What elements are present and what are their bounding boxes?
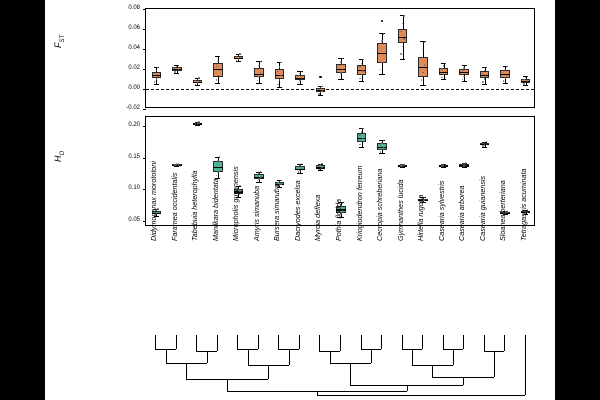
clade-node (237, 343, 238, 349)
jitter-point (178, 164, 179, 165)
y-tick (143, 221, 146, 222)
jitter-point (462, 79, 463, 80)
jitter-point (523, 79, 524, 80)
clade-node (361, 343, 362, 349)
jitter-point (403, 15, 404, 16)
whisker-cap (462, 81, 467, 82)
jitter-point (318, 93, 319, 94)
clade-node (299, 335, 300, 343)
clade-node (350, 363, 351, 385)
whisker-cap (174, 73, 179, 74)
median-line (480, 75, 489, 76)
species-label: Casearia guianensis (477, 175, 487, 241)
jitter-point (362, 138, 363, 139)
species-label: Didymopanax morototoni (149, 161, 159, 241)
jitter-point (198, 123, 199, 124)
jitter-point (340, 72, 341, 73)
jitter-point (197, 79, 198, 80)
species-label: Casearia sylvestris (436, 180, 446, 241)
jitter-point (298, 171, 299, 172)
jitter-point (486, 67, 487, 68)
jitter-point (421, 79, 422, 80)
species-label: Manilkara bidentata (210, 178, 220, 241)
jitter-point (238, 55, 239, 56)
y-tick (143, 9, 146, 10)
whisker-cap (256, 182, 261, 183)
y-tick-label: 0.00 (128, 85, 140, 91)
clade-node (504, 343, 505, 351)
jitter-point (298, 75, 299, 76)
clade-node (484, 335, 485, 343)
jitter-point (257, 175, 258, 176)
jitter-point (441, 77, 442, 78)
species-label: Pothia florida (334, 199, 343, 241)
whisker-cap (462, 167, 467, 168)
whisker-cap (400, 59, 405, 60)
clade-node (299, 343, 300, 349)
outlier-point (381, 20, 384, 23)
whisker-cap (195, 85, 200, 86)
clade-node (278, 343, 279, 349)
whisker-cap (420, 85, 425, 86)
jitter-point (280, 62, 281, 63)
clade-node (155, 335, 156, 343)
jitter-point (154, 81, 155, 82)
species-label: Hirtella rugosa (416, 194, 426, 241)
fst-axis-label: $F_{ST}$ (53, 34, 66, 48)
clade-node (463, 335, 464, 343)
species-label: Bursera simaruba (272, 184, 282, 241)
species-label: Amyris simanuba (251, 185, 261, 241)
jitter-point (219, 168, 220, 169)
clade-node (443, 343, 444, 349)
species-label: Tabebuia heterophylla (190, 170, 200, 241)
jitter-point (260, 176, 261, 177)
clade-node (217, 343, 218, 351)
whisker-cap (236, 61, 241, 62)
clade-node (381, 335, 382, 343)
jitter-point (216, 65, 217, 66)
y-tick (143, 158, 146, 159)
jitter-point (277, 71, 278, 72)
jitter-point (381, 62, 382, 63)
clade-node (227, 379, 228, 391)
y-tick (143, 126, 146, 127)
jitter-point (445, 63, 446, 64)
jitter-point (260, 61, 261, 62)
species-label: Myrcia deflexa (313, 194, 323, 241)
box (398, 29, 407, 43)
y-tick-label: -0.02 (126, 105, 140, 111)
clade-node (196, 343, 197, 351)
jitter-point (463, 67, 464, 68)
jitter-point (258, 178, 259, 179)
jitter-point (279, 66, 280, 67)
clade-node (340, 335, 341, 343)
whisker-cap (215, 83, 220, 84)
whisker-cap (277, 87, 282, 88)
jitter-point (174, 71, 175, 72)
jitter-point (318, 89, 319, 90)
species-label: Tetragastris acuminata (518, 168, 528, 241)
box (275, 69, 284, 79)
jitter-point (380, 69, 381, 70)
clade-node (176, 343, 177, 349)
y-tick (143, 29, 146, 30)
jitter-point (157, 67, 158, 68)
y-tick-label: 0.05 (128, 216, 140, 223)
clade-node (463, 377, 464, 385)
clade-node (268, 365, 269, 379)
figure-plate (45, 0, 555, 400)
clade-node (196, 335, 197, 343)
clade-node (525, 335, 526, 343)
y-tick (143, 69, 146, 70)
outlier-point (319, 76, 322, 79)
jitter-point (505, 69, 506, 70)
jitter-point (299, 80, 300, 81)
clade-node (319, 335, 320, 343)
jitter-point (381, 142, 382, 143)
whisker-cap (379, 153, 384, 154)
jitter-point (257, 68, 258, 69)
clade-node (453, 349, 454, 365)
clade-node (484, 343, 485, 351)
jitter-point (380, 151, 381, 152)
clade-node (278, 335, 279, 343)
jitter-point (257, 80, 258, 81)
clade-node (422, 335, 423, 343)
jitter-point (197, 82, 198, 83)
median-line (336, 69, 345, 70)
jitter-point (321, 90, 322, 91)
jitter-point (258, 65, 259, 66)
whisker-cap (297, 84, 302, 85)
jitter-point (298, 166, 299, 167)
y-tick-label: 0.15 (128, 153, 140, 160)
jitter-point (299, 170, 300, 171)
whisker-cap (154, 84, 159, 85)
y-tick-label: 0.02 (128, 65, 140, 71)
jitter-point (441, 68, 442, 69)
clade-node (166, 349, 167, 363)
species-label: Kriogiodendron ferreum (354, 165, 364, 241)
whisker-cap (441, 79, 446, 80)
whisker-cap (297, 173, 302, 174)
jitter-point (178, 65, 179, 66)
jitter-point (279, 79, 280, 80)
species-label: Gymnanthes lucida (395, 179, 405, 241)
jitter-point (238, 58, 239, 59)
whisker-cap (359, 147, 364, 148)
clade-node (258, 335, 259, 343)
jitter-point (482, 73, 483, 74)
jitter-point (380, 144, 381, 145)
jitter-point (361, 131, 362, 132)
clade-node (217, 335, 218, 343)
clade-node (248, 349, 249, 365)
median-line (213, 167, 222, 168)
median-line (213, 69, 222, 70)
clade-node (207, 351, 208, 363)
jitter-point (486, 76, 487, 77)
whisker-cap (256, 83, 261, 84)
jitter-point (523, 83, 524, 84)
y-tick-label: 0.08 (128, 5, 140, 11)
jitter-point (216, 79, 217, 80)
y-tick-label: 0.04 (128, 45, 140, 51)
whisker-cap (359, 81, 364, 82)
y-tick-label: 0.20 (128, 122, 140, 129)
jitter-point (527, 76, 528, 77)
jitter-point (174, 67, 175, 68)
whisker-cap (174, 166, 179, 167)
zero-reference-line (146, 89, 534, 90)
y-tick-label: 0.06 (128, 25, 140, 31)
jitter-point (486, 144, 487, 145)
phylogeny-cladogram (145, 335, 535, 397)
clade-node (381, 343, 382, 349)
jitter-point (277, 84, 278, 85)
jitter-point (403, 38, 404, 39)
jitter-point (219, 156, 220, 157)
jitter-point (216, 175, 217, 176)
clade-node (463, 343, 464, 349)
jitter-point (198, 77, 199, 78)
median-line (377, 53, 386, 54)
jitter-point (527, 80, 528, 81)
clade-node (525, 343, 526, 367)
jitter-point (445, 164, 446, 165)
jitter-point (506, 75, 507, 76)
clade-node (494, 351, 495, 377)
jitter-point (156, 78, 157, 79)
clade-node (361, 335, 362, 343)
clade-node (432, 365, 433, 377)
jitter-point (380, 48, 381, 49)
clade-node (412, 349, 413, 365)
whisker-cap (338, 79, 343, 80)
jitter-point (506, 66, 507, 67)
jitter-point (321, 86, 322, 87)
jitter-point (156, 70, 157, 71)
jitter-point (217, 61, 218, 62)
clade-node (258, 343, 259, 349)
clade-node (317, 391, 318, 395)
species-label: Cecropia schreberiana (375, 168, 385, 241)
clade-node (155, 343, 156, 349)
jitter-point (362, 59, 363, 60)
jitter-point (299, 165, 300, 166)
species-label: Faramea occidentalis (169, 172, 179, 241)
clade-node (176, 335, 177, 343)
whisker-cap (318, 95, 323, 96)
clade-node (319, 343, 320, 351)
y-tick (143, 189, 146, 190)
species-label: Sloanea berteriana (498, 180, 508, 241)
species-label: Micropholis guyanensis (231, 166, 241, 241)
clade-node (443, 335, 444, 343)
clade-node (407, 385, 408, 391)
jitter-point (217, 160, 218, 161)
ho-axis-label: $H_O$ (53, 150, 66, 162)
jitter-point (403, 165, 404, 166)
clade-node (186, 363, 187, 379)
jitter-point (359, 144, 360, 145)
clade-node (402, 335, 403, 343)
jitter-point (239, 53, 240, 54)
median-line (418, 67, 427, 68)
jitter-point (403, 164, 404, 165)
clade-node (422, 343, 423, 349)
whisker-cap (318, 170, 323, 171)
jitter-point (400, 53, 401, 54)
clade-node (402, 343, 403, 349)
whisker-cap (379, 74, 384, 75)
jitter-point (340, 61, 341, 62)
jitter-point (178, 69, 179, 70)
jitter-point (217, 75, 218, 76)
whisker-cap (523, 85, 528, 86)
jitter-point (198, 121, 199, 122)
jitter-point (359, 66, 360, 67)
species-label: Dacryodes excelsa (292, 180, 302, 241)
jitter-point (359, 134, 360, 135)
jitter-point (503, 80, 504, 81)
clade-node (504, 335, 505, 343)
jitter-point (320, 164, 321, 165)
jitter-point (362, 70, 363, 71)
species-label: Casearia arborea (457, 185, 467, 241)
jitter-point (157, 76, 158, 77)
jitter-point (321, 167, 322, 168)
jitter-point (482, 81, 483, 82)
jitter-point (260, 72, 261, 73)
clade-branch (317, 395, 525, 396)
clade-node (330, 351, 331, 363)
jitter-point (318, 165, 319, 166)
y-tick (143, 49, 146, 50)
jitter-point (339, 76, 340, 77)
jitter-point (359, 78, 360, 79)
whisker-cap (482, 147, 487, 148)
clade-node (371, 349, 372, 363)
clade-node (289, 349, 290, 365)
clade-node (525, 367, 526, 395)
y-tick-label: 0.10 (128, 185, 140, 192)
clade-node (340, 343, 341, 351)
clade-node (237, 335, 238, 343)
jitter-point (217, 171, 218, 172)
jitter-point (381, 40, 382, 41)
whisker-cap (503, 83, 508, 84)
jitter-point (400, 31, 401, 32)
y-tick (143, 109, 146, 110)
jitter-point (463, 76, 464, 77)
jitter-point (219, 56, 220, 57)
jitter-point (260, 171, 261, 172)
fst-boxplot-panel (126, 5, 535, 111)
whisker-cap (482, 84, 487, 85)
jitter-point (505, 77, 506, 78)
